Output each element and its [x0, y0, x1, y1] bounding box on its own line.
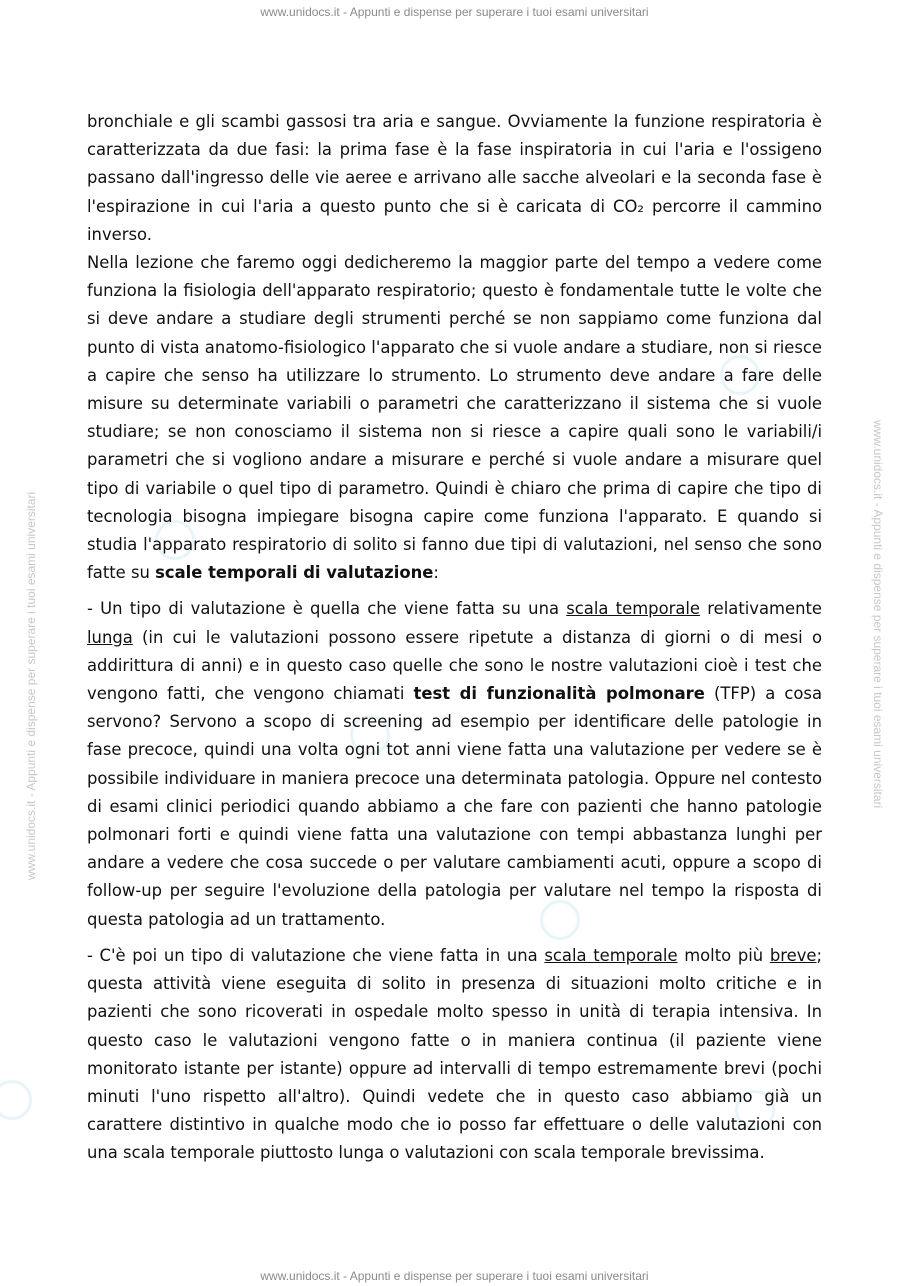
bold-term: scale temporali di valutazione	[155, 563, 434, 583]
paragraph-short-scale	[87, 942, 822, 1168]
underlined-term: scala temporale	[544, 945, 678, 965]
text-run: Nella lezione che faremo oggi dedicheremo la maggior parte del tempo a vedere come funziona la fisiologia dell'apparato respiratorio; questo è fondamentale tutte le volte che si deve andare a studiare degli strumenti perché se non sappiamo come funziona dal punto di vista anatomo-fisiologico l'apparato che si vuole andare a studiare, non si riesce a capire che senso ha utilizzare lo strumento. Lo strumento deve andare a fare delle misure su determinate variabili o parametri che caratterizzano il sistema che si vuole studiare; se non conosciamo il sistema non si riesce a capire quali sono le variabili/i parametri che si vogliono andare a misurare e perché si vuole andare a misurare quel tipo di variabile o quel tipo di parametro. Quindi è chiaro che prima di capire che tipo di tecnologia bisogna impiegare bisogna capire come funziona l'apparato. E quando si studia l'apparato respiratorio di solito si fanno due tipi di valutazioni, nel senso che sono fatte su	[87, 253, 822, 583]
text-run: - Un tipo di valutazione è quella che viene fatta su una	[87, 599, 567, 619]
text-run: relativamente	[700, 599, 822, 619]
page-footer-watermark: www.unidocs.it - Appunti e dispense per superare i tuoi esami universitari	[260, 1269, 649, 1283]
side-watermark-right: www.unidocs.it - Appunti e dispense per superare i tuoi esami universitari	[871, 420, 885, 809]
paragraph-intro: bronchiale e gli scambi gassosi tra aria e sangue. Ovviamente la funzione respiratoria è caratterizzata da due fasi: la prima fase è la fase inspiratoria in cui l'aria e l'ossigeno passano dall'ingresso delle vie aeree e arrivano alle sacche alveolari e la seconda fase è l'espirazione in cui l'aria a questo punto che si è caricata di CO₂ percorre il cammino inverso.	[87, 112, 822, 244]
text-run: - C'è poi un tipo di valutazione che viene fatta in una	[87, 945, 545, 965]
side-watermark-left: www.unidocs.it - Appunti e dispense per superare i tuoi esami universitari	[24, 491, 38, 880]
page-header-watermark: www.unidocs.it - Appunti e dispense per superare i tuoi esami universitari	[260, 5, 649, 19]
text-run: ; questa attività viene eseguita di solito in presenza di situazioni molto critiche e in pazienti che sono ricoverati in ospedale molto spesso in unità di terapia intensiva. In questo caso le valutazioni vengono fatte o in maniera continua (il paziente viene monitorato istante per istante) oppure ad intervalli di tempo estremamente brevi (pochi minuti l'uno rispetto all'altro). Quindi vedete che in questo caso abbiamo già un carattere distintivo in qualche modo che io posso far effettuare o delle valutazioni con una scala temporale piuttosto lunga o valutazioni con scala temporale brevissima.	[87, 945, 823, 1163]
underlined-term: lunga	[87, 627, 133, 647]
underlined-term: scala temporale	[566, 599, 701, 619]
paragraph-long-scale	[87, 595, 822, 933]
text-run: (in cui le valutazioni possono essere ripetute a distanza di giorni o di mesi o addirittura di anni) e in questo caso quelle che sono le nostre valutazioni cioè i test che vengono fatti, che vengono chiamati	[87, 627, 822, 704]
logo-watermark-icon	[0, 1080, 32, 1120]
text-run: molto più	[677, 945, 770, 965]
document-body	[87, 108, 822, 1168]
underlined-term: breve	[769, 945, 817, 965]
text-run: (TFP) a cosa servono? Servono a scopo di screening ad esempio per identificare delle patologie in fase precoce, quindi una volta ogni tot anni viene fatta una valutazione per vedere se è possibile individuare in maniera precoce una determinata patologia. Oppure nel contesto di esami clinici periodici quando abbiamo a che fare con pazienti che hanno patologie polmonari forti e quindi viene fatta una valutazione con tempi abbastanza lunghi per andare a vedere che cosa succede o per valutare cambiamenti acuti, oppure a scopo di follow-up per seguire l'evoluzione della patologia per valutare nel tempo la risposta di questa patologia ad un trattamento.	[87, 684, 822, 929]
text-run: :	[433, 563, 439, 583]
bold-term: test di funzionalità polmonare	[413, 684, 705, 704]
paragraph-lesson	[87, 249, 822, 587]
